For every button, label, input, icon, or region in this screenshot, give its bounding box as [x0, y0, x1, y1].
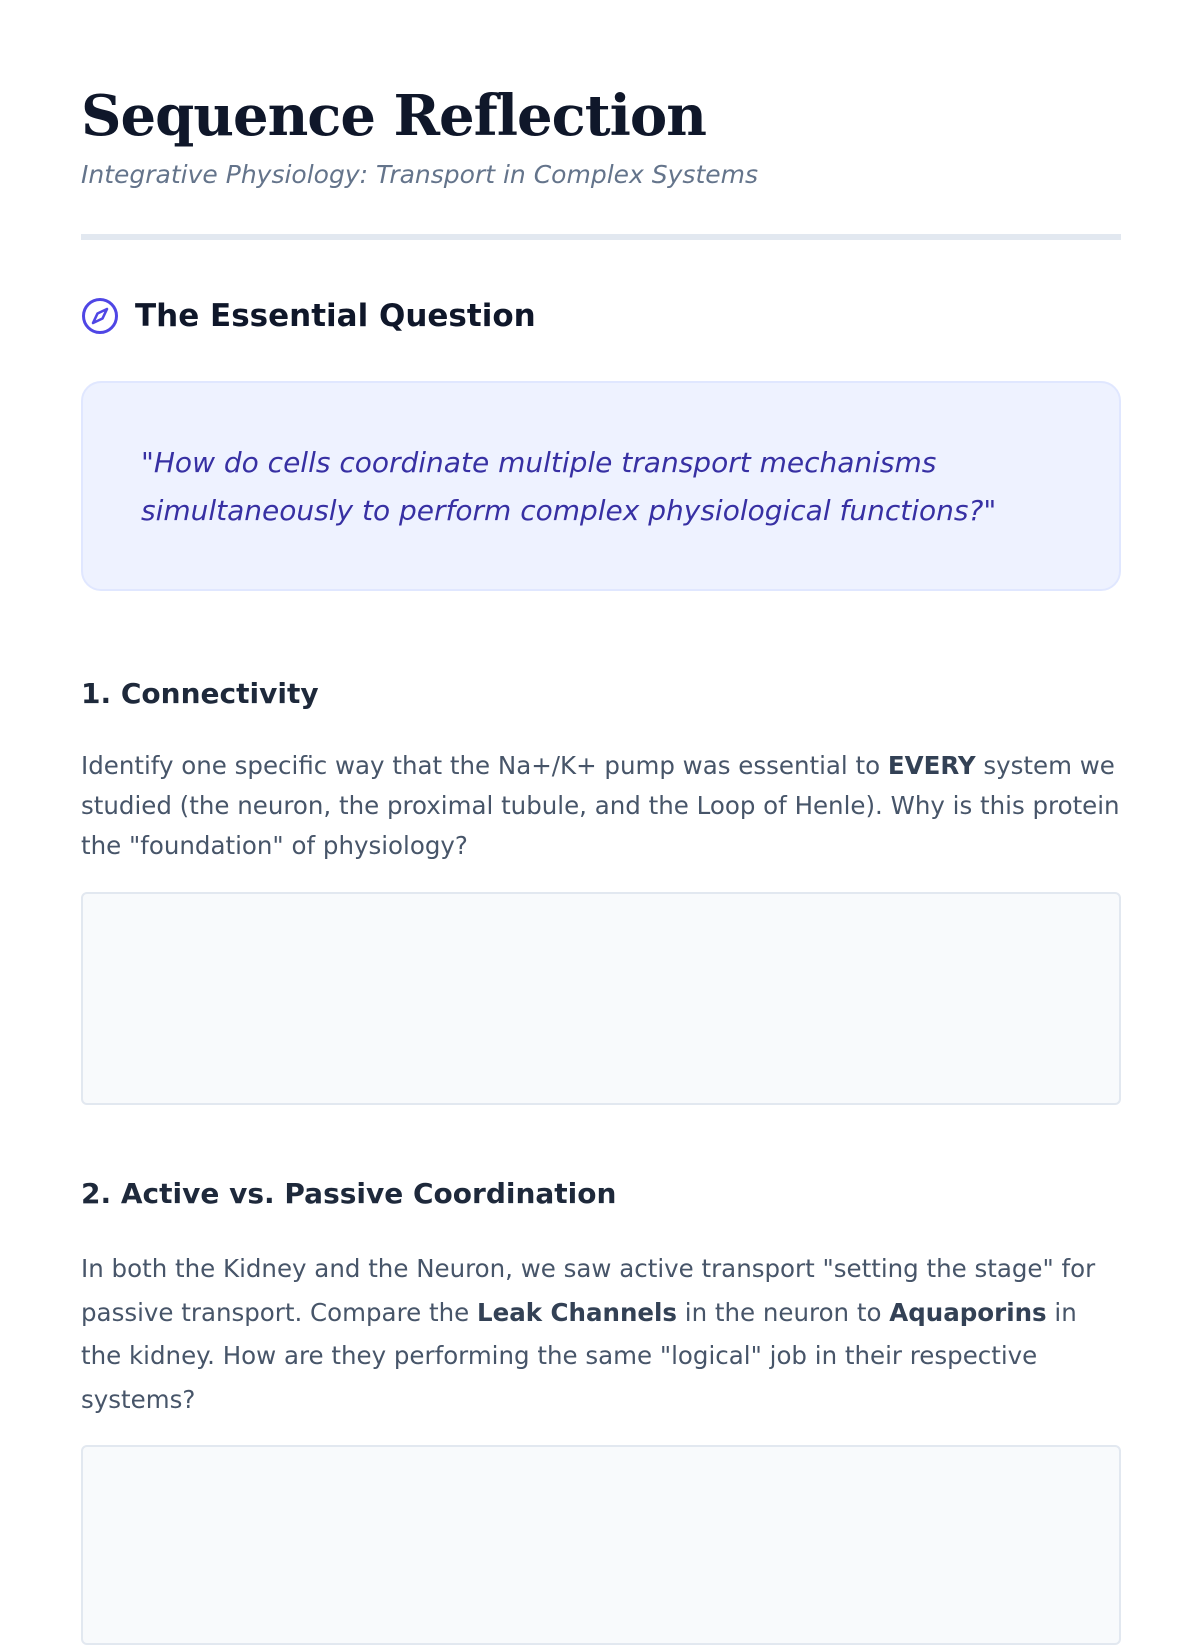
section-coordination-heading: 2. Active vs. Passive Coordination — [81, 1177, 617, 1210]
prompt-text: system we studied (the neuron, the proximal tubule, and the Loop of Henle). Why is this protein the "foundation" of physiology? — [81, 751, 1120, 860]
prompt-emphasis: Leak Channels — [476, 1297, 677, 1327]
section-connectivity-heading: 1. Connectivity — [81, 677, 319, 710]
essential-question-heading: The Essential Question — [135, 298, 536, 334]
section-coordination-prompt — [81, 1247, 1121, 1421]
header-divider — [81, 234, 1121, 240]
prompt-text: in the kidney. How are they performing the same "logical" job in their respective systems? — [81, 1297, 1077, 1414]
essential-question-header — [81, 296, 536, 336]
coordination-answer-field[interactable] — [81, 1445, 1121, 1645]
essential-question-card — [81, 381, 1121, 591]
prompt-emphasis: Aquaporins — [889, 1297, 1047, 1327]
page-subtitle: Integrative Physiology: Transport in Complex Systems — [81, 160, 759, 189]
page-title: Sequence Reflection — [81, 83, 706, 149]
connectivity-answer-field[interactable] — [81, 892, 1121, 1105]
prompt-emphasis: EVERY — [887, 751, 976, 780]
essential-question-text: "How do cells coordinate multiple transport mechanisms simultaneously to perform complex physiological functions?" — [141, 446, 997, 527]
prompt-text: Identify one specific way that the Na+/K+ pump was essential to — [81, 751, 888, 780]
prompt-text: in the neuron to — [677, 1297, 890, 1327]
prompt-text: In both the Kidney and the Neuron, we saw active transport "setting the stage" for passive transport. Compare the — [81, 1254, 1096, 1327]
section-connectivity-prompt — [81, 746, 1121, 866]
compass-icon — [81, 297, 119, 335]
